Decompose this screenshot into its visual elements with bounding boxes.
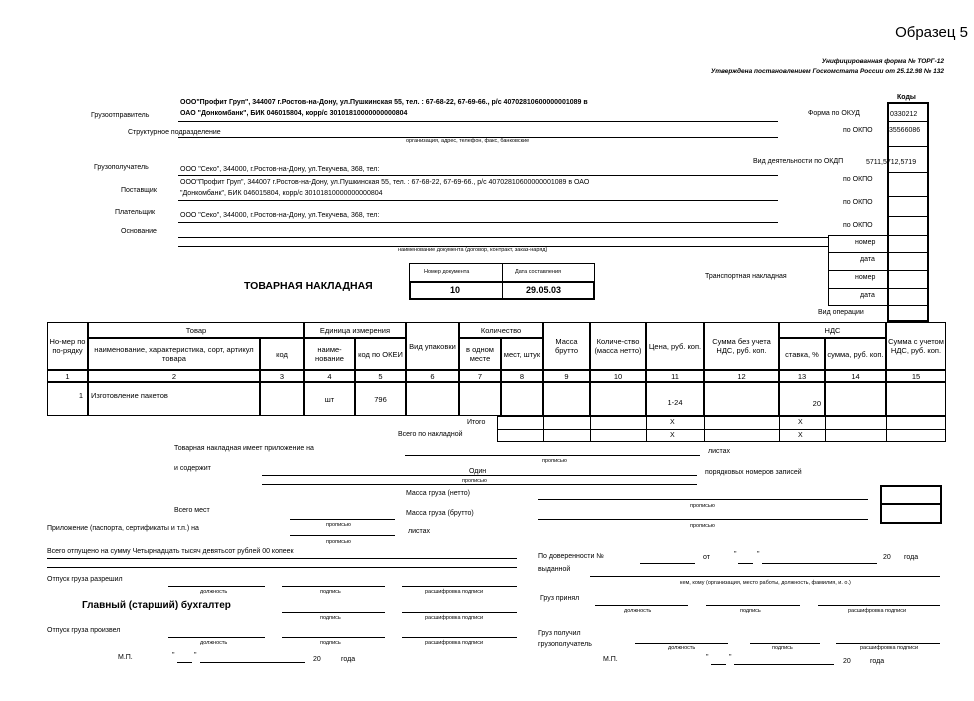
codes-header: Коды [897,94,916,101]
th-pack: Вид упаковки [406,322,459,370]
sheets2-label: листах [408,528,431,535]
issued-hint: кем, кому (организация, место работы, должность, фамилия, и. о.) [680,580,851,586]
th-total: Сумма с учетом НДС, руб. коп. [886,322,946,370]
proxy-label: По доверенности № [538,553,604,560]
proxy-year: 20 [883,554,891,561]
consignee-value: ООО "Секо", 344000, г.Ростов-на-Дону, ул.Текучева, 368, тел: [180,166,380,173]
row-unit: шт [304,382,355,416]
rasshifrovka-5: расшифровка подписи [860,645,919,651]
col-num: 4 [304,370,355,382]
issued-label: выданной [538,566,571,573]
form-type: Унифицированная форма № ТОРГ-12 [821,58,944,65]
goda-right: года [870,658,885,665]
th-vat-sum: сумма, руб. коп. [825,338,886,370]
propisyu-hint3: прописью [690,503,715,509]
accepted-label: Груз принял [540,595,580,602]
year-left: 20 [313,656,321,663]
consignee-label: Грузополучатель [94,164,149,171]
transport-label: Транспортная накладная [705,273,787,280]
vsego-label: Всего по накладной [398,431,463,438]
proxy-quote-1: " [734,551,737,558]
rasshifrovka-1: расшифровка подписи [425,589,484,595]
doc-num: 10 [450,285,461,295]
th-vat: НДС [779,322,886,338]
th-goods-name: наименование, характеристика, сорт, артикул товара [88,338,260,370]
mp-right: М.П. [603,656,618,663]
okud-value: 0330212 [890,111,918,118]
row-num: 1 [47,382,88,416]
propisyu-hint6: прописью [326,539,351,545]
okpo-label: по ОКПО [843,127,873,134]
col-num: 10 [590,370,646,382]
podpis-5: подпись [772,645,793,651]
doc-title: ТОВАРНАЯ НАКЛАДНАЯ [244,280,373,292]
proxy-quote-2: " [757,551,760,558]
shipper-line2: ОАО "Донкомбанк", БИК 046015804, корр/с 30101810000000000804 [180,110,408,117]
attach-label: Приложение (паспорта, сертификаты и т.п.) на [47,525,199,532]
division-label: Структурное подразделение [128,129,221,136]
doc-date: 29.05.03 [526,285,562,295]
row-okei: 796 [355,382,406,416]
proxy-ot: от [703,554,710,561]
th-num: Но-мер по по-рядку [47,322,88,370]
okdp-value: 5711,5712,5719 [866,159,917,166]
itogo-x-price: Х [670,419,675,426]
propisyu-hint2: прописью [462,478,487,484]
data-label: дата [860,256,875,263]
supplier-line2: "Донкомбанк", БИК 046015804, корр/с 30101810000000000804 [180,190,383,197]
col-num: 14 [825,370,886,382]
th-qty-places: мест, штук [501,338,543,370]
th-sum-novat: Сумма без учета НДС, руб. коп. [704,322,779,370]
th-gross: Масса брутто [543,322,590,370]
quote-left-2: " [194,652,197,659]
col-num: 5 [355,370,406,382]
col-num: 15 [886,370,946,382]
mass-net-label: Масса груза (нетто) [406,490,470,497]
release-allowed-label: Отпуск груза разрешил [47,576,123,583]
basis-label: Основание [121,228,157,235]
rasshifrovka-4: расшифровка подписи [848,608,907,614]
th-vat-rate: ставка, % [779,338,825,370]
col-num: 6 [406,370,459,382]
records-label: порядковых номеров записей [705,469,802,476]
sample-label: Образец 5 [895,24,968,41]
goda-left: года [341,656,356,663]
chief-acc-label: Главный (старший) бухгалтер [82,600,231,611]
codes-frame [887,102,929,322]
dolzhnost-2: должность [200,640,228,646]
operation-label: Вид операции [818,309,864,316]
org-hint: организация, адрес, телефон, факс, банковские [406,138,530,144]
mass-gross-label: Масса груза (брутто) [406,510,474,517]
okpo-value: 35566086 [889,127,921,134]
dolzhnost-4: должность [668,645,696,651]
okpo4-label: по ОКПО [843,222,873,229]
payer-label: Плательщик [115,209,156,216]
data2-label: дата [860,292,875,299]
col-num: 3 [260,370,304,382]
appendix-label: Товарная накладная имеет приложение на [174,445,314,452]
mp-left: М.П. [118,654,133,661]
proxy-goda: года [904,554,919,561]
doc-date-label: Дата составления [515,269,561,275]
itogo-label: Итого [467,419,486,426]
col-num: 13 [779,370,825,382]
sheets-label: листах [708,448,731,455]
col-num: 9 [543,370,590,382]
supplier-line1: ООО"Профит Груп", 344007 г.Ростов-на-Дону, ул.Пушкинская 55, тел. : 67-68-22, 67-69-66., р/с 40702810600000001089 в ОАО [180,179,590,186]
doc-num-label: Номер документа [424,269,470,275]
col-num: 11 [646,370,704,382]
quote-left-1: " [172,652,175,659]
propisyu-hint4: прописью [690,523,715,529]
itogo-x-vat: Х [798,419,803,426]
nomer2-label: номер [855,274,876,281]
quote-right-1: " [706,654,709,661]
okpo3-label: по ОКПО [843,199,873,206]
th-qty: Количество [459,322,543,338]
th-unit-name: наиме-нование [304,338,355,370]
th-goods: Товар [88,322,304,338]
shipper-label: Грузоотправитель [91,112,150,119]
th-unit: Единица измерения [304,322,406,338]
vsego-x-price: Х [670,432,675,439]
dolzhnost-1: должность [200,589,228,595]
col-num: 7 [459,370,501,382]
nomer-label: номер [855,239,876,246]
propisyu-hint5: прописью [326,522,351,528]
okdp-label: Вид деятельности по ОКДП [753,158,844,165]
propisyu-hint: прописью [542,458,567,464]
okud-label: Форма по ОКУД [808,110,860,117]
th-qty-one: в одном месте [459,338,501,370]
vsego-x-vat: Х [798,432,803,439]
podpis-2: подпись [320,615,341,621]
quote-right-2: " [729,654,732,661]
shipper-line1: ООО"Профит Груп", 344007 г.Ростов-на-Дону, ул.Пушкинская 55, тел. : 67-68-22, 67-69-66., р/с 40702810600000001089 в [180,99,588,106]
podpis-4: подпись [740,608,761,614]
places-label: Всего мест [174,507,210,514]
rasshifrovka-3: расшифровка подписи [425,640,484,646]
col-num: 8 [501,370,543,382]
rasshifrovka-2: расшифровка подписи [425,615,484,621]
row-price: 1-24 [646,382,704,416]
okpo2-label: по ОКПО [843,176,873,183]
podpis-3: подпись [320,640,341,646]
row-name: Изготовление пакетов [88,382,260,416]
dolzhnost-3: должность [624,608,652,614]
contains-label: и содержит [174,465,211,472]
th-goods-code: код [260,338,304,370]
supplier-label: Поставщик [121,187,157,194]
year-right: 20 [843,658,851,665]
th-unit-okei: код по ОКЕИ [355,338,406,370]
row-vat-rate: 20 [779,382,825,416]
contains-one: Один [469,468,487,475]
podpis-1: подпись [320,589,341,595]
received-label: Груз получил грузополучатель [538,630,592,648]
total-sum-text: Всего отпущено на сумму Четырнадцать тысяч девятьсот рублей 00 копеек [47,548,294,555]
col-num: 2 [88,370,260,382]
th-price: Цена, руб. коп. [646,322,704,370]
form-approval: Утверждена постановлением Госкомстата России от 25.12.98 № 132 [710,68,944,75]
doc-hint: наименование документа (договор, контракт, заказ-наряд) [398,247,548,253]
release-done-label: Отпуск груза произвел [47,627,121,634]
col-num: 1 [47,370,88,382]
payer-value: ООО "Секо", 344000, г.Ростов-на-Дону, ул.Текучева, 368, тел: [180,212,380,219]
row-code [260,382,304,416]
th-net: Количе-ство (масса нетто) [590,322,646,370]
col-num: 12 [704,370,779,382]
